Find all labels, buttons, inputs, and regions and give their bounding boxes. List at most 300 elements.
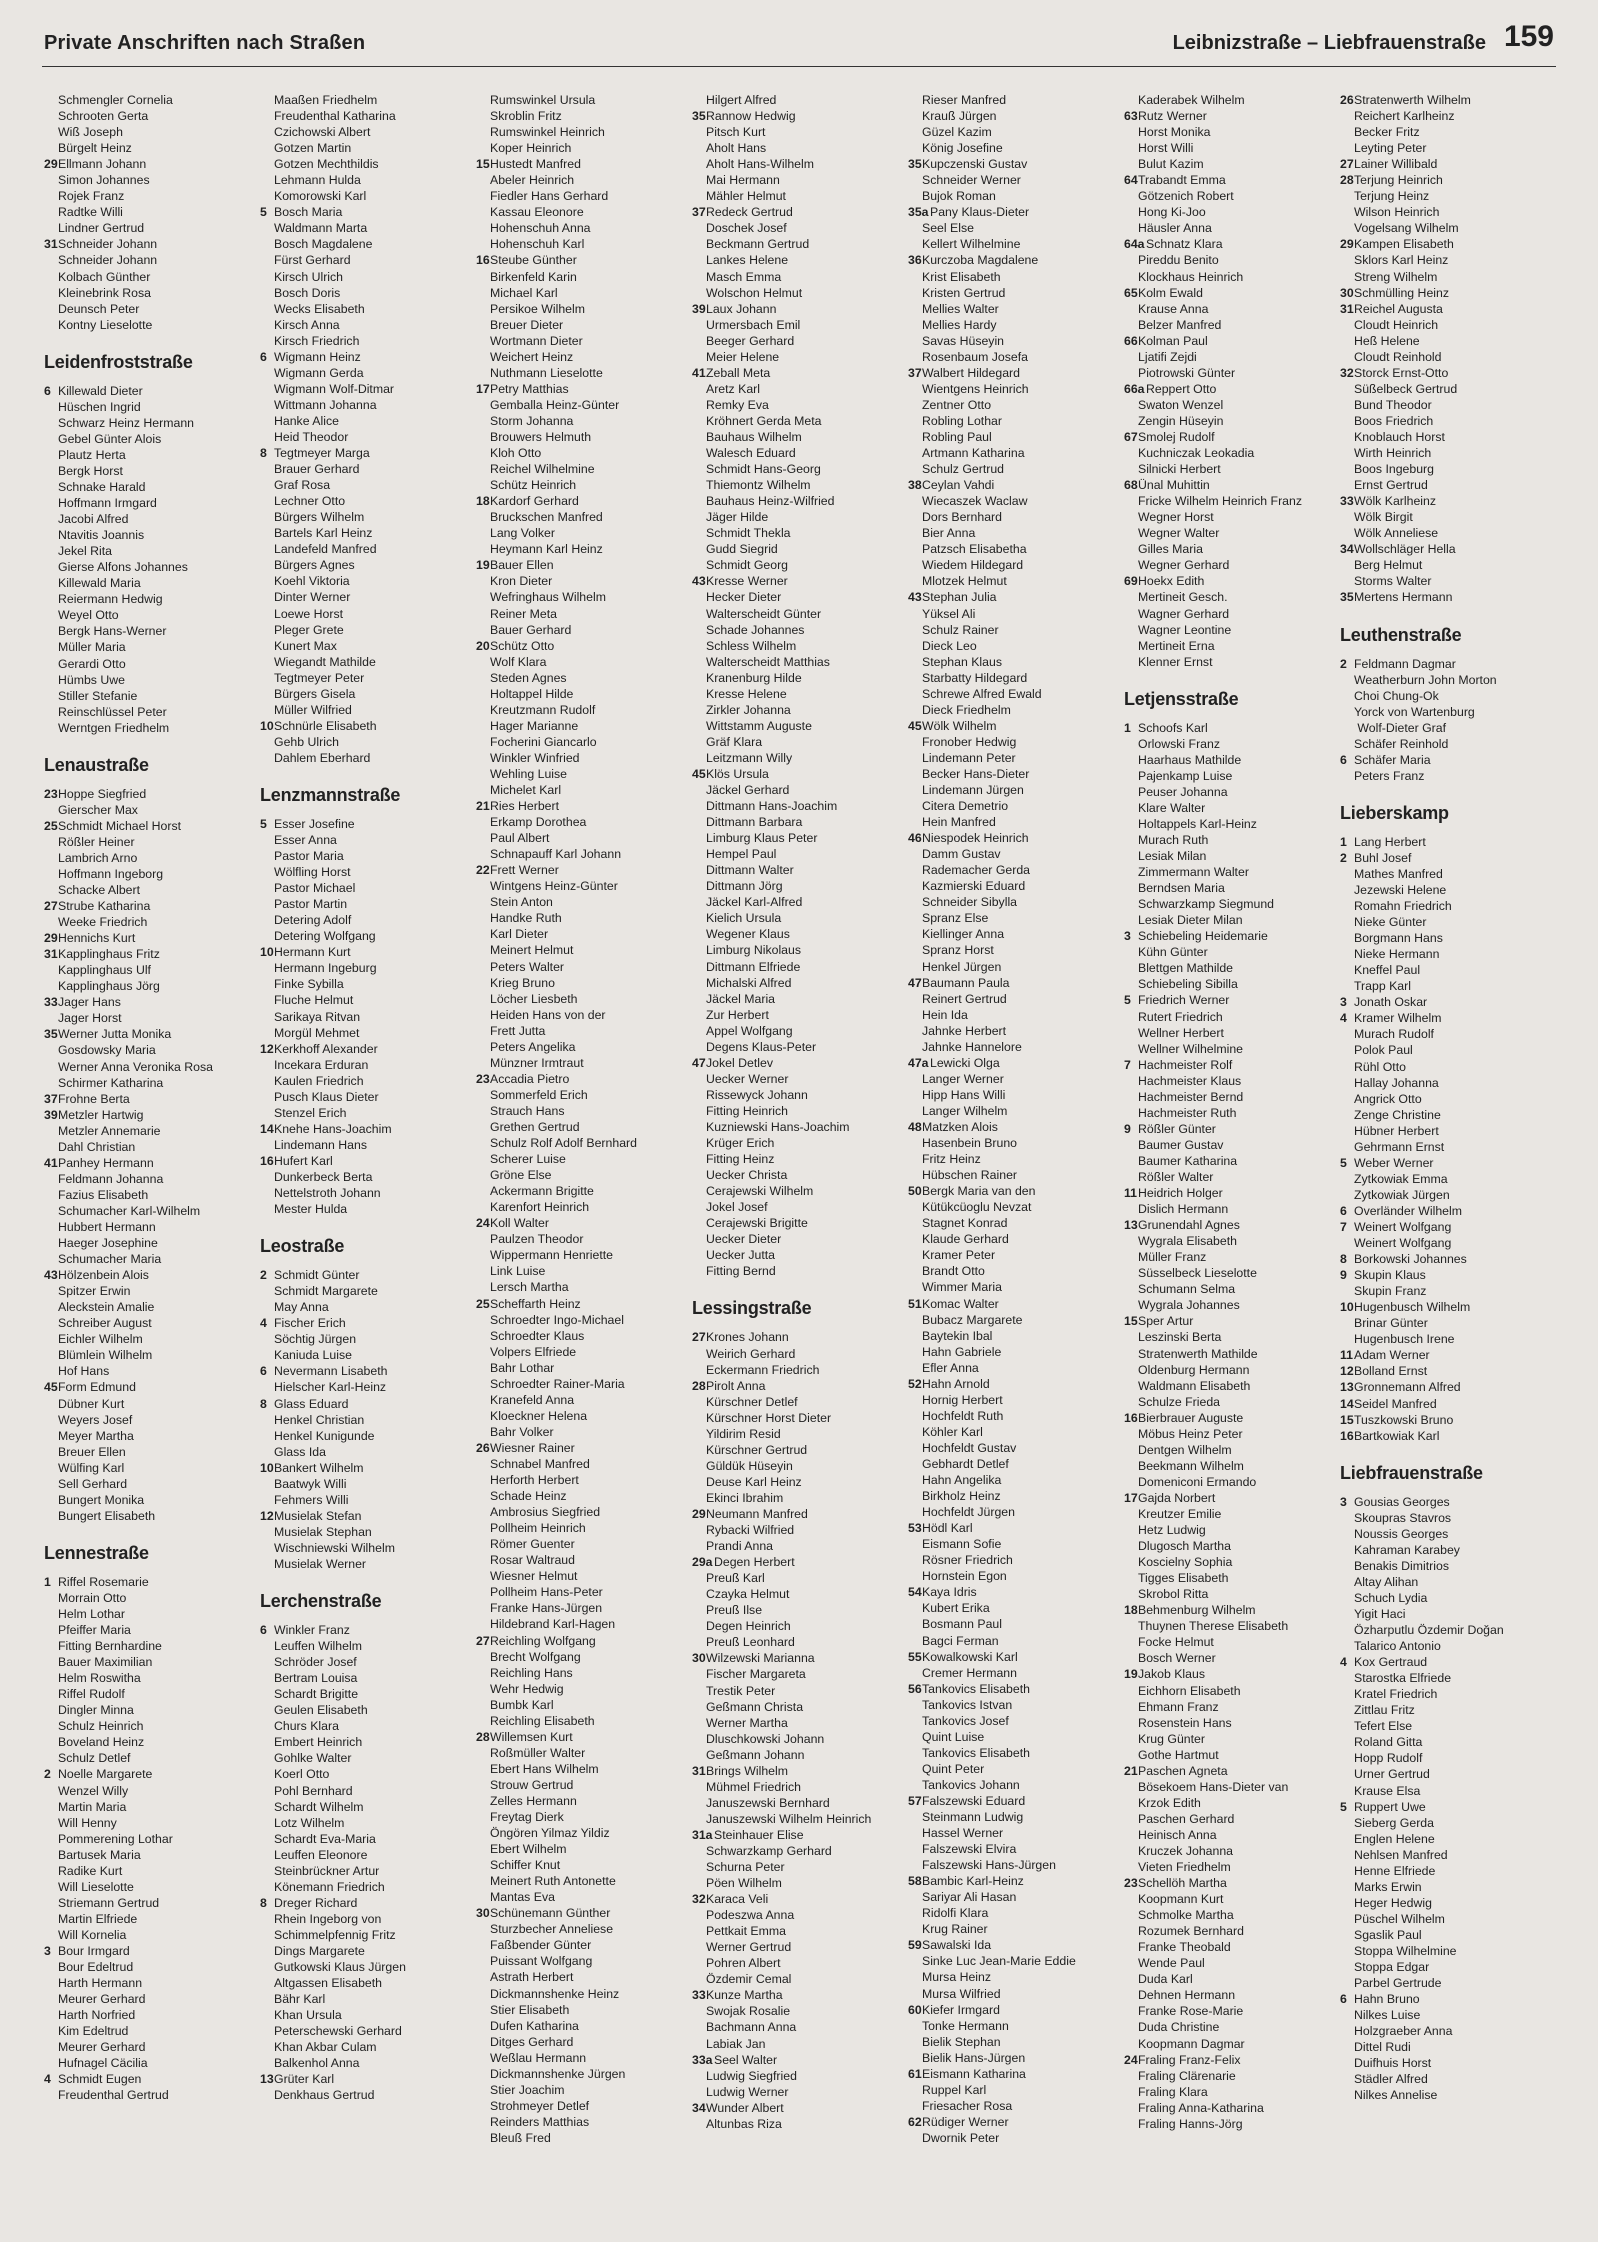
address-entry: [1124, 1442, 1334, 1458]
address-entry: [908, 2018, 1118, 2034]
house-number: 24: [476, 1216, 490, 1231]
resident-name: Zimmermann Walter: [1138, 865, 1249, 880]
resident-name: Pohl Bernhard: [274, 1783, 353, 1798]
resident-name: Weinert Wolfgang: [1354, 1236, 1452, 1251]
address-entry: [908, 1889, 1118, 1905]
address-entry: [260, 1105, 470, 1121]
house-number: 30: [1340, 285, 1354, 300]
address-entry: [1340, 365, 1550, 381]
address-entry: [1124, 1137, 1334, 1153]
address-entry: [1124, 992, 1334, 1008]
resident-name: Winkler Franz: [274, 1623, 350, 1638]
address-entry: [260, 1363, 470, 1379]
directory-columns: [44, 92, 1554, 2222]
resident-name: Schirmer Katharina: [58, 1075, 164, 1090]
resident-name: Zirkler Johanna: [706, 702, 791, 717]
address-entry: [1340, 381, 1550, 397]
address-entry: [1340, 1718, 1550, 1734]
resident-name: Storck Ernst-Otto: [1354, 365, 1449, 380]
resident-name: Pastor Martin: [274, 897, 348, 912]
address-entry: [908, 1424, 1118, 1440]
resident-name: Walterscheidt Günter: [706, 606, 822, 621]
address-entry: [692, 2036, 902, 2052]
address-entry: [260, 172, 470, 188]
address-entry: [476, 461, 686, 477]
resident-name: Bielik Hans-Jürgen: [922, 2050, 1026, 2065]
resident-name: Lechner Otto: [274, 494, 346, 509]
resident-name: Kron Dieter: [490, 574, 553, 589]
address-entry: [44, 1010, 254, 1026]
address-entry: [692, 1522, 902, 1538]
address-entry: [692, 1602, 902, 1618]
house-number: 32: [1340, 365, 1354, 380]
address-entry: [476, 1488, 686, 1504]
address-entry: [476, 557, 686, 573]
resident-name: Nilkes Annelise: [1354, 2088, 1438, 2103]
house-number: 52: [908, 1376, 922, 1391]
address-entry: [260, 1185, 470, 1201]
address-entry: [44, 252, 254, 268]
address-entry: [1340, 946, 1550, 962]
resident-name: Pollheim Heinrich: [490, 1521, 586, 1536]
address-entry: [44, 688, 254, 704]
resident-name: Möbus Heinz Peter: [1138, 1426, 1243, 1441]
address-entry: [44, 2039, 254, 2055]
resident-name: Dluschkowski Johann: [706, 1731, 825, 1746]
resident-name: Wenzel Willy: [58, 1783, 129, 1798]
house-number: 30: [692, 1651, 706, 1666]
house-number: 66a: [1124, 381, 1145, 396]
address-entry: [1340, 220, 1550, 236]
resident-name: Swojak Rosalie: [706, 2004, 791, 2019]
house-number: 5: [260, 205, 267, 220]
address-entry: [1124, 752, 1334, 768]
resident-name: Kunze Martha: [706, 1988, 783, 2003]
address-entry: [476, 1761, 686, 1777]
address-entry: [260, 413, 470, 429]
resident-name: Rosar Waltraud: [490, 1553, 575, 1568]
resident-name: Kreutzmann Rudolf: [490, 702, 596, 717]
address-entry: [476, 1328, 686, 1344]
address-entry: [908, 1328, 1118, 1344]
resident-name: Czayka Helmut: [706, 1587, 790, 1602]
resident-name: Frohne Berta: [58, 1091, 130, 1106]
address-entry: [1124, 928, 1334, 944]
resident-name: Schulz Rainer: [922, 622, 999, 637]
address-entry: [1124, 1891, 1334, 1907]
resident-name: Streng Wilhelm: [1354, 269, 1438, 284]
address-entry: [260, 124, 470, 140]
resident-name: Hahn Bruno: [1354, 1992, 1420, 2007]
address-entry: [1124, 1346, 1334, 1362]
resident-name: Fehmers Willi: [274, 1492, 349, 1507]
resident-name: Wehr Hedwig: [490, 1681, 564, 1696]
address-entry: [692, 525, 902, 541]
resident-name: Fluche Helmut: [274, 993, 354, 1008]
address-entry: [260, 477, 470, 493]
resident-name: Kaulen Friedrich: [274, 1073, 364, 1088]
resident-name: Sommerfeld Erich: [490, 1087, 588, 1102]
resident-name: Will Kornelia: [58, 1927, 127, 1942]
address-entry: [44, 140, 254, 156]
resident-name: Domeniconi Ermando: [1138, 1474, 1257, 1489]
address-entry: [44, 479, 254, 495]
resident-name: Lesiak Milan: [1138, 849, 1207, 864]
address-entry: [1124, 413, 1334, 429]
address-entry: [44, 124, 254, 140]
address-entry: [908, 108, 1118, 124]
resident-name: Dahl Christian: [58, 1139, 136, 1154]
address-entry: [908, 172, 1118, 188]
address-entry: [1340, 1670, 1550, 1686]
address-entry: [1340, 1686, 1550, 1702]
resident-name: Stier Joachim: [490, 2082, 565, 2097]
address-entry: [476, 814, 686, 830]
house-number: 41: [44, 1155, 58, 1170]
address-entry: [1124, 1506, 1334, 1522]
address-entry: [908, 1905, 1118, 1921]
address-entry: [1124, 1570, 1334, 1586]
address-entry: [476, 1552, 686, 1568]
address-entry: [692, 782, 902, 798]
address-entry: [908, 301, 1118, 317]
resident-name: Kloeckner Helena: [490, 1408, 588, 1423]
resident-name: Rutz Werner: [1138, 109, 1207, 124]
resident-name: Meinert Ruth Antonette: [490, 1874, 616, 1889]
house-number: 16: [1124, 1410, 1138, 1425]
address-entry: [476, 1087, 686, 1103]
address-entry: [1124, 1715, 1334, 1731]
resident-name: Urner Gertrud: [1354, 1767, 1430, 1782]
address-entry: [692, 557, 902, 573]
address-entry: [908, 750, 1118, 766]
resident-name: Faßbender Günter: [490, 1938, 592, 1953]
address-entry: [908, 2050, 1118, 2066]
resident-name: Schäfer Reinhold: [1354, 736, 1449, 751]
resident-name: Abeler Heinrich: [490, 173, 575, 188]
house-number: 58: [908, 1874, 922, 1889]
resident-name: Wolschon Helmut: [706, 285, 803, 300]
address-entry: [260, 1379, 470, 1395]
address-entry: [908, 1681, 1118, 1697]
address-entry: [44, 1991, 254, 2007]
resident-name: Holtappels Karl-Heinz: [1138, 816, 1257, 831]
resident-name: Schimmelpfennig Fritz: [274, 1927, 396, 1942]
resident-name: Waldmann Marta: [274, 221, 368, 236]
resident-name: Schumann Selma: [1138, 1282, 1236, 1297]
resident-name: Pleger Grete: [274, 622, 344, 637]
address-entry: [44, 575, 254, 591]
address-entry: [260, 156, 470, 172]
resident-name: Doschek Josef: [706, 221, 787, 236]
address-entry: [908, 1183, 1118, 1199]
address-entry: [692, 1346, 902, 1362]
resident-name: Koerl Otto: [274, 1767, 330, 1782]
resident-name: Söchtig Jürgen: [274, 1332, 357, 1347]
house-number: 33: [692, 1988, 706, 2003]
address-entry: [692, 1394, 902, 1410]
address-entry: [908, 365, 1118, 381]
address-entry: [476, 1713, 686, 1729]
resident-name: Koopmann Kurt: [1138, 1892, 1224, 1907]
resident-name: Hermann Ingeburg: [274, 961, 377, 976]
resident-name: Kramer Wilhelm: [1354, 1011, 1442, 1026]
resident-name: Pastor Michael: [274, 881, 356, 896]
resident-name: Kazmierski Eduard: [922, 879, 1026, 894]
resident-name: Karenfort Heinrich: [490, 1200, 590, 1215]
address-entry: [1340, 1943, 1550, 1959]
address-entry: [908, 638, 1118, 654]
address-entry: [692, 1103, 902, 1119]
resident-name: Murach Ruth: [1138, 833, 1209, 848]
address-entry: [1124, 1474, 1334, 1490]
address-entry: [44, 108, 254, 124]
address-entry: [44, 1879, 254, 1895]
address-entry: [260, 1396, 470, 1412]
resident-name: Bambic Karl-Heinz: [922, 1874, 1024, 1889]
address-entry: [44, 962, 254, 978]
resident-name: Ridolfi Klara: [922, 1906, 989, 1921]
resident-name: Simon Johannes: [58, 173, 150, 188]
address-entry: [260, 204, 470, 220]
address-entry: [476, 1616, 686, 1632]
resident-name: Wölk Karlheinz: [1354, 494, 1437, 509]
address-entry: [1124, 1329, 1334, 1345]
address-entry: [1124, 461, 1334, 477]
address-entry: [1340, 1783, 1550, 1799]
house-number: 7: [1340, 1220, 1347, 1234]
resident-name: Pitsch Kurt: [706, 125, 766, 140]
address-entry: [692, 750, 902, 766]
address-entry: [908, 1552, 1118, 1568]
address-entry: [1124, 1233, 1334, 1249]
address-entry: [908, 333, 1118, 349]
address-entry: [260, 864, 470, 880]
resident-name: Seel Else: [922, 221, 974, 236]
resident-name: Schiebeling Heidemarie: [1138, 929, 1268, 944]
resident-name: Skupin Franz: [1354, 1284, 1427, 1299]
address-entry: [908, 1023, 1118, 1039]
address-entry: [44, 1042, 254, 1058]
house-number: 55: [908, 1649, 922, 1664]
resident-name: Klös Ursula: [706, 766, 769, 781]
address-entry: [260, 654, 470, 670]
resident-name: Dittel Rudi: [1354, 2040, 1411, 2055]
address-entry: [692, 1859, 902, 1875]
resident-name: Deuse Karl Heinz: [706, 1474, 802, 1489]
resident-name: Franke Rose-Marie: [1138, 2004, 1244, 2019]
resident-name: Glass Eduard: [274, 1396, 349, 1411]
resident-name: Khan Ursula: [274, 2008, 342, 2023]
address-entry: [1340, 1091, 1550, 1107]
house-number: 25: [44, 818, 58, 833]
resident-name: Rösner Friedrich: [922, 1553, 1013, 1568]
resident-name: Parbel Gertrude: [1354, 1976, 1442, 1991]
resident-name: Könemann Friedrich: [274, 1879, 385, 1894]
resident-name: Reinders Matthias: [490, 2114, 590, 2129]
resident-name: Reichling Elisabeth: [490, 1713, 595, 1728]
resident-name: Damm Gustav: [922, 847, 1001, 862]
address-entry: [1124, 2052, 1334, 2068]
house-number: 45: [908, 718, 922, 733]
address-entry: [1340, 172, 1550, 188]
resident-name: Stagnet Konrad: [922, 1216, 1008, 1231]
address-entry: [692, 734, 902, 750]
address-entry: [476, 1408, 686, 1424]
house-number: 37: [44, 1091, 58, 1106]
resident-name: Weeke Friedrich: [58, 915, 148, 930]
address-entry: [260, 1815, 470, 1831]
resident-name: Schulz Detlef: [58, 1751, 131, 1766]
house-number: 16: [1340, 1428, 1354, 1443]
resident-name: Koopmann Dagmar: [1138, 2036, 1245, 2051]
resident-name: Tankovics Elisabeth: [922, 1681, 1030, 1696]
address-entry: [1340, 333, 1550, 349]
address-entry: [692, 413, 902, 429]
address-entry: [44, 2007, 254, 2023]
resident-name: Hassel Werner: [922, 1826, 1004, 1841]
resident-name: Churs Klara: [274, 1719, 339, 1734]
resident-name: Schmidt Eugen: [58, 2072, 142, 2087]
address-entry: [44, 204, 254, 220]
resident-name: Riffel Rosemarie: [58, 1574, 149, 1589]
resident-name: Wittmann Johanna: [274, 397, 377, 412]
resident-name: Breuer Ellen: [58, 1444, 126, 1459]
address-entry: [692, 1811, 902, 1827]
resident-name: Nieke Günter: [1354, 915, 1427, 930]
address-entry: [260, 1041, 470, 1057]
address-entry: [44, 1123, 254, 1139]
address-entry: [1340, 204, 1550, 220]
address-entry: [1340, 994, 1550, 1010]
address-entry: [692, 333, 902, 349]
house-number: 23: [1124, 1876, 1138, 1891]
resident-name: Boos Friedrich: [1354, 413, 1434, 428]
house-number: 47: [908, 975, 922, 990]
address-entry: [908, 236, 1118, 252]
address-entry: [1124, 541, 1334, 557]
address-entry: [692, 1699, 902, 1715]
address-entry: [260, 960, 470, 976]
resident-name: Henne Elfriede: [1354, 1863, 1436, 1878]
resident-name: Graf Rosa: [274, 478, 331, 493]
resident-name: Steube Günther: [490, 253, 577, 268]
address-entry: [44, 1702, 254, 1718]
resident-name: Bartkowiak Karl: [1354, 1428, 1440, 1443]
resident-name: Lindemann Jürgen: [922, 783, 1024, 798]
address-entry: [1124, 1057, 1334, 1073]
house-number: 35: [908, 157, 922, 172]
house-number: 10: [260, 1460, 274, 1475]
address-entry: [908, 2002, 1118, 2018]
address-entry: [692, 926, 902, 942]
house-number: 3: [44, 1943, 51, 1958]
address-entry: [692, 702, 902, 718]
resident-name: Wintgens Heinz-Günter: [490, 879, 618, 894]
resident-name: Knehe Hans-Joachim: [274, 1121, 392, 1136]
address-entry: [476, 622, 686, 638]
house-number: 6: [1340, 1203, 1347, 1218]
resident-name: Wagner Leontine: [1138, 622, 1232, 637]
resident-name: Bachmann Anna: [706, 2020, 797, 2035]
resident-name: Wegner Horst: [1138, 510, 1214, 525]
resident-name: Heinisch Anna: [1138, 1827, 1217, 1842]
resident-name: Horst Monika: [1138, 125, 1211, 140]
address-entry: [692, 124, 902, 140]
address-entry: [692, 1023, 902, 1039]
resident-name: Hilgert Alfred: [706, 93, 777, 107]
resident-name: Koscielny Sophia: [1138, 1555, 1233, 1570]
house-number: 28: [476, 1729, 490, 1744]
address-entry: [692, 1199, 902, 1215]
resident-name: Freudenthal Katharina: [274, 109, 396, 124]
address-entry: [1124, 864, 1334, 880]
address-entry: [44, 1766, 254, 1782]
resident-name: Schütz Heinrich: [490, 478, 577, 493]
address-entry: [44, 704, 254, 720]
address-entry: [908, 461, 1118, 477]
street-heading: Leostraße: [260, 1236, 345, 1257]
resident-name: Steinbrückner Artur: [274, 1863, 380, 1878]
resident-name: Strouw Gertrud: [490, 1777, 574, 1792]
address-entry: [260, 816, 470, 832]
address-entry: [692, 108, 902, 124]
house-number: 4: [44, 2072, 51, 2087]
resident-name: Hopp Rudolf: [1354, 1751, 1423, 1766]
resident-name: Walterscheidt Matthias: [706, 654, 830, 669]
resident-name: Michelet Karl: [490, 783, 562, 798]
address-entry: [260, 1089, 470, 1105]
resident-name: Hecker Dieter: [706, 590, 782, 605]
resident-name: Zeball Meta: [706, 365, 771, 380]
resident-name: Paulzen Theodor: [490, 1232, 584, 1247]
resident-name: Eichhorn Elisabeth: [1138, 1683, 1241, 1698]
address-entry: [260, 1975, 470, 1991]
address-entry: [908, 1408, 1118, 1424]
resident-name: Kiellinger Anna: [922, 927, 1005, 942]
address-entry: [1340, 688, 1550, 704]
resident-name: Süßelbeck Gertrud: [1354, 381, 1458, 396]
address-entry: [476, 1697, 686, 1713]
address-entry: [1340, 349, 1550, 365]
page-section-title: Private Anschriften nach Straßen: [44, 32, 366, 54]
address-entry: [908, 1199, 1118, 1215]
address-entry: [908, 1247, 1118, 1263]
resident-name: Stoppa Wilhelmine: [1354, 1943, 1457, 1958]
address-entry: [908, 1745, 1118, 1761]
resident-name: Vogelsang Wilhelm: [1354, 221, 1459, 236]
house-number: 62: [908, 2114, 922, 2129]
resident-name: Kahraman Karabey: [1354, 1542, 1460, 1557]
address-entry: [1340, 882, 1550, 898]
resident-name: Gousias Georges: [1354, 1494, 1450, 1509]
resident-name: Pfeiffer Maria: [58, 1623, 131, 1638]
resident-name: Meier Helene: [706, 349, 780, 364]
address-entry: [1340, 269, 1550, 285]
resident-name: Schreiber August: [58, 1316, 152, 1331]
address-entry: [260, 525, 470, 541]
resident-name: Dors Bernhard: [922, 510, 1002, 525]
resident-name: Rozumek Bernhard: [1138, 1924, 1244, 1939]
address-entry: [1340, 1379, 1550, 1395]
resident-name: Kreutzer Emilie: [1138, 1506, 1222, 1521]
address-entry: [476, 140, 686, 156]
address-entry: [1124, 2100, 1334, 2116]
house-number: 30: [476, 1906, 490, 1921]
resident-name: Bauer Maximilian: [58, 1655, 153, 1670]
resident-name: Gehb Ulrich: [274, 734, 339, 749]
resident-name: Mantas Eva: [490, 1890, 555, 1905]
